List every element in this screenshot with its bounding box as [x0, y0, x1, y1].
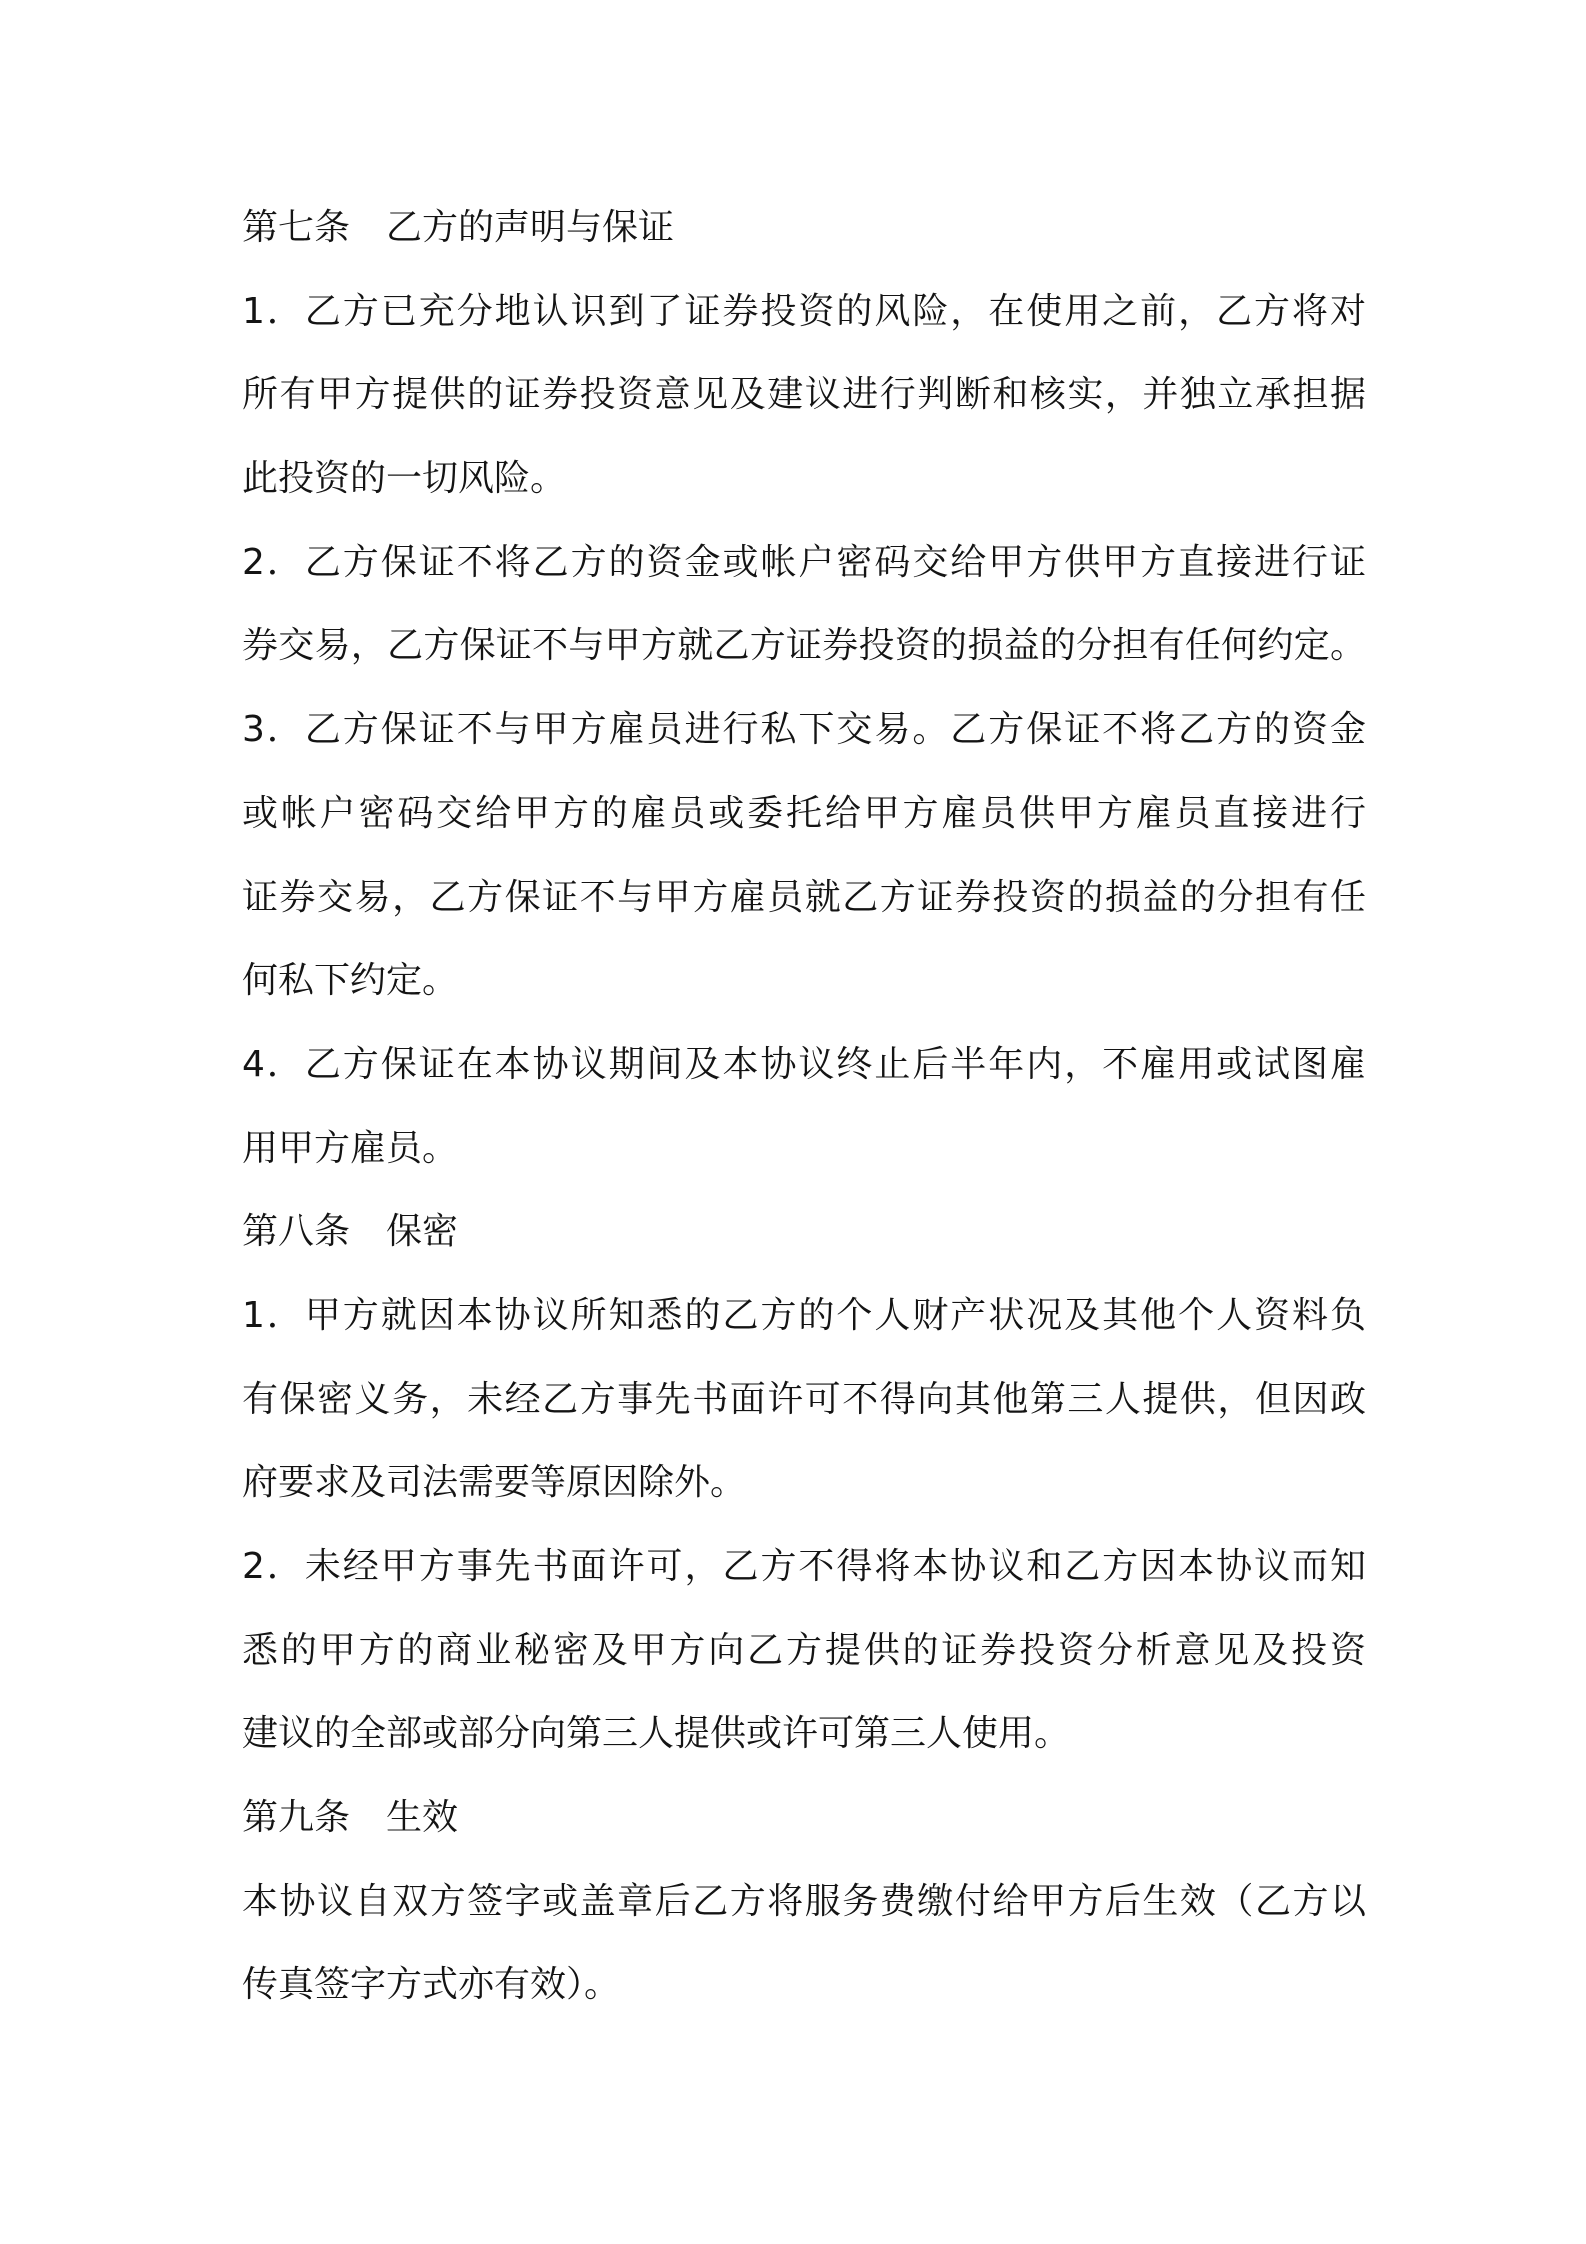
clause-line: 1．甲方就因本协议所知悉的乙方的个人财产状况及其他个人资料负: [242, 1294, 1366, 1336]
article-heading: 第九条 生效: [242, 1797, 459, 1839]
clause-line: 1．乙方已充分地认识到了证券投资的风险，在使用之前，乙方将对: [242, 290, 1366, 332]
clause-line: 3．乙方保证不与甲方雇员进行私下交易。乙方保证不将乙方的资金: [242, 709, 1366, 751]
article-heading: 第七条 乙方的声明与保证: [242, 207, 675, 248]
clause: [242, 1860, 1366, 2027]
clause: [242, 1525, 1366, 1776]
clause-line: 传真签字方式亦有效）。: [242, 1964, 621, 2006]
clause: [242, 521, 1366, 688]
clause-line: 建议的全部或部分向第三人提供或许可第三人使用。: [242, 1713, 1071, 1755]
clause-line: 府要求及司法需要等原因除外。: [242, 1462, 747, 1504]
clause-line: 何私下约定。: [242, 960, 459, 1002]
document-page: [242, 186, 1366, 2027]
clause-line: 4．乙方保证在本协议期间及本协议终止后半年内，不雇用或试图雇: [242, 1043, 1366, 1085]
clause-line: 2．乙方保证不将乙方的资金或帐户密码交给甲方供甲方直接进行证: [242, 541, 1366, 583]
clause-line: 券交易，乙方保证不与甲方就乙方证券投资的损益的分担有任何约定。: [242, 625, 1366, 667]
clause-line: 所有甲方提供的证券投资意见及建议进行判断和核实，并独立承担据: [242, 374, 1366, 416]
clause-line: 此投资的一切风险。: [242, 458, 567, 500]
clause-line: 2．未经甲方事先书面许可，乙方不得将本协议和乙方因本协议而知: [242, 1546, 1366, 1587]
clause-line: 用甲方雇员。: [242, 1127, 459, 1169]
clause: [242, 270, 1366, 521]
clause-line: 证券交易，乙方保证不与甲方雇员就乙方证券投资的损益的分担有任: [242, 876, 1366, 918]
clause-line: 或帐户密码交给甲方的雇员或委托给甲方雇员供甲方雇员直接进行: [242, 792, 1366, 834]
clause-line: 有保密义务，未经乙方事先书面许可不得向其他第三人提供，但因政: [242, 1378, 1366, 1420]
clause-line: 悉的甲方的商业秘密及甲方向乙方提供的证券投资分析意见及投资: [242, 1629, 1366, 1671]
clause: [242, 1023, 1366, 1190]
clause: [242, 1274, 1366, 1525]
clause-line: 本协议自双方签字或盖章后乙方将服务费缴付给甲方后生效（乙方以: [242, 1880, 1366, 1922]
clause: [242, 688, 1366, 1023]
article-heading: 第八条 保密: [242, 1211, 459, 1253]
